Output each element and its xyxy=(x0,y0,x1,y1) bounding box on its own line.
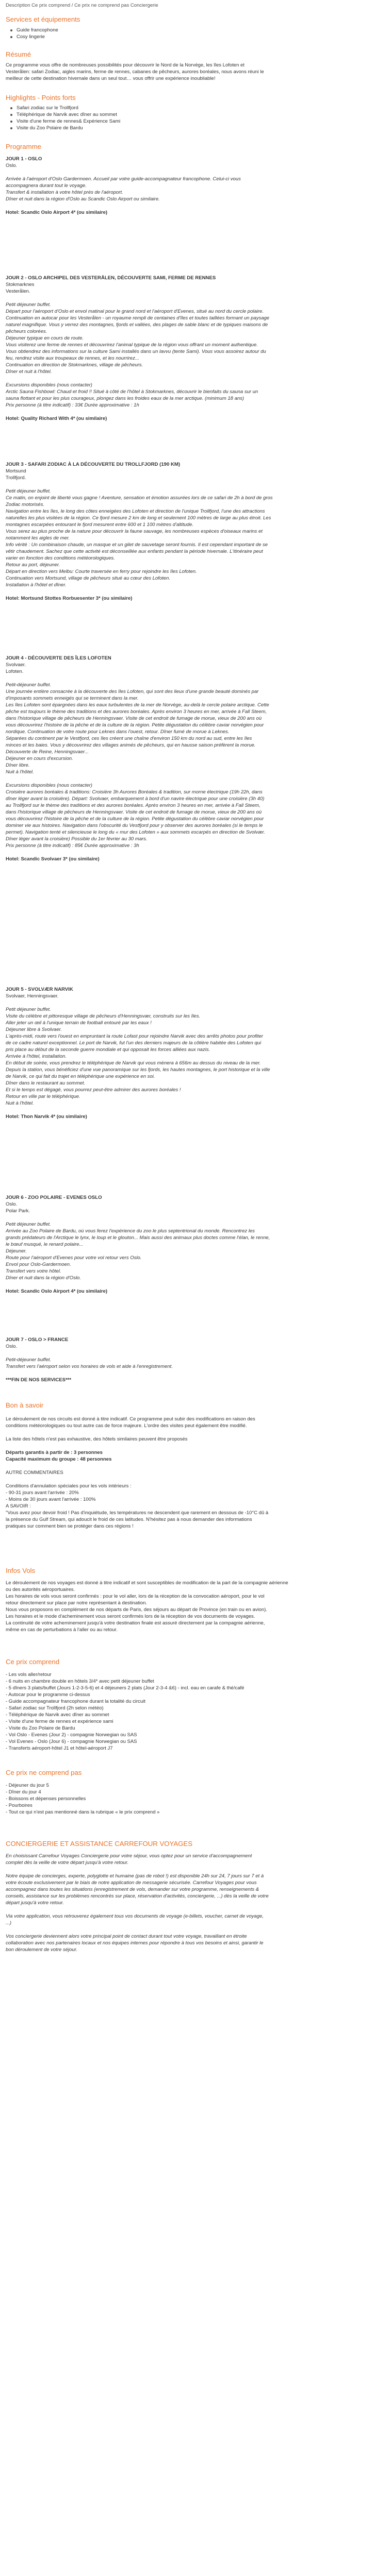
day-5-line: Et si le temps est dégagé, vous pourrez peut-être admirer des aurores boréales ! xyxy=(6,1087,181,1093)
day-4-line: vous découvrirez l'histoire de la pêche et de la culture de la région. Petite dégustation du célèbre caviar norvégien pour xyxy=(6,722,264,728)
resume-line: Ce programme vous offre de nombreuses possibilités pour découvrir le Nord de la Norvège, les îles Lofoten et xyxy=(6,62,245,68)
savoir-line: Conditions d'annulation spéciales pour les vols intérieurs : xyxy=(6,1483,132,1489)
day-title: JOUR 4 - DÉCOUVERTE DES ÎLES LOFOTEN xyxy=(6,655,111,661)
day-5-line: Arrivée à l'hôtel, installation. xyxy=(6,1054,67,1059)
highlight-item: Téléphérique de Narvik avec dîner au sommet xyxy=(17,112,117,117)
day-3-line: Petit déjeuner buffet. xyxy=(6,488,51,494)
day-title: JOUR 6 - ZOO POLAIRE - EVENES OSLO xyxy=(6,1195,102,1200)
conciergerie-line: votre écoute exclusivement par le biais de notre application de messagerie sécurisée. Carrefour Voyages pour vous xyxy=(6,1880,257,1886)
day-5-line: de Narvik, ce qui fait du trajet en téléphérique une expérience en soi. xyxy=(6,1074,155,1079)
day-5-line: de ce cadre naturel exceptionnel. Le port de Narvik, fut l'un des derniers majeurs de la côtière habitée des Lofoten qui xyxy=(6,1040,262,1046)
day-2-line: Continuation en direction de Stokmarknes, village de pêcheurs. xyxy=(6,362,143,368)
day-1-line: Transfert & installation à votre hôtel près de l'aéroport. xyxy=(6,190,123,195)
day-4-line: dîner léger avant la croisière). Départ: Svolvaer, embarquement à bord d'un navire électrique pour une croisière (3h 40) xyxy=(6,796,265,802)
prix-comprend-line: - Téléphérique de Narvik avec dîner au sommet xyxy=(6,1712,109,1718)
day-2-line: Hotel: Quality Richard With 4* (ou similaire) xyxy=(6,416,107,421)
day-4-line: minces et les baies. Vous y découvrirez des villages animés de pêcheurs, qui en hausse saison préfèrent la morue. xyxy=(6,742,256,748)
service-item: Cosy lingerie xyxy=(17,34,45,40)
savoir-line: AUTRE COMMENTAIRES xyxy=(6,1470,63,1476)
day-6-line: Polar Park. xyxy=(6,1208,30,1214)
conciergerie-line: accompagnez dans toutes les situations (enregistrement de vols, demander sur votre programme, renseignements & xyxy=(6,1887,259,1892)
day-1-line: Hotel: Scandic Oslo Airport 4* (ou similaire) xyxy=(6,210,108,215)
highlight-item: Visite d'une ferme de rennes& Expérience Sami xyxy=(17,118,121,124)
conciergerie-line: départ jusqu'à votre retour. xyxy=(6,1900,64,1906)
day-5-line: Déjeuner libre à Svolvaer. xyxy=(6,1027,62,1032)
day-3-line: Continuation vers Mortsund, village de pêcheurs situé au cœur des Lofoten. xyxy=(6,575,170,581)
infos-vols-line: même en cas de perturbations à l'aller ou au retour. xyxy=(6,1627,118,1633)
day-5-line: Svolvaer, Henningsvaer. xyxy=(6,993,59,999)
day-6-line: Oslo. xyxy=(6,1201,18,1207)
infos-vols-line: retour directement sur place par notre représentant à destination. xyxy=(6,1600,148,1606)
day-5-line: Petit déjeuner buffet. xyxy=(6,1007,51,1012)
conciergerie-line: complet dès la veille de votre départ jusqu'à votre retour. xyxy=(6,1860,129,1866)
day-2-line: feu, rendrez visite aux troupeaux de rennes, et les nourrirez... xyxy=(6,355,139,361)
day-6-line: Petit déjeuner buffet. xyxy=(6,1222,51,1227)
day-4-line: Une journée entière consacrée à la découverte des îles Lofoten, qui sont des lieux d'une grande beauté dominés par xyxy=(6,689,259,694)
day-2-line: Déjeuner typique en cours de route. xyxy=(6,335,84,341)
day-title: JOUR 3 - SAFARI ZODIAC À LA DÉCOUVERTE DU TROLLFJORD (190 KM) xyxy=(6,462,181,467)
savoir-line: - Moins de 30 jours avant l'arrivée : 100% xyxy=(6,1497,96,1502)
resume-line: meilleur de cette destination hivernale dans un seul tout… vous offrir une expérience inoubliable! xyxy=(6,76,216,81)
day-3-line: Trollfjord. xyxy=(6,475,26,481)
conciergerie-line: bon déroulement de votre séjour. xyxy=(6,1947,78,1953)
day-3-line: vêtir chaudement. Sachez que cette activité est déconseillée aux enfants pendant la période hivernale. L'itinéraire peut xyxy=(6,549,263,554)
day-3-line: Vous serez au plus proche de la nature pour découvrir la faune sauvage, les nombreuses espèces d'oiseaux marins et xyxy=(6,529,263,534)
day-6-line: Hotel: Scandic Oslo Airport 4* (ou similaire) xyxy=(6,1289,108,1294)
prix-comprend-line: - Visite d'une ferme de rennes et expérience sami xyxy=(6,1719,113,1724)
day-3-line: montagnes escarpées entourant le fjord mesurent entre 600 et 1 100 mètres d'altitude. xyxy=(6,522,194,528)
day-4-line: dans l'historique village de pêcheurs de Henningsvaer. Visite de cet endroit de fumage de morue, vieux de 200 ans où xyxy=(6,809,262,815)
day-3-line: naturelles les plus visitées de la région. Ce fjord mesure 2 km de long et seulement 100 mètres de large au plus étroit. Les xyxy=(6,515,271,521)
savoir-line: conditions météorologiques ou tout autre cas de force majeure. L'ordre des visites peut également être modifié. xyxy=(6,1423,247,1429)
day-4-line: Svolvaer. xyxy=(6,662,26,668)
savoir-line: Départs garantis à partir de : 3 personnes xyxy=(6,1450,103,1455)
services-heading: Services et équipements xyxy=(6,15,80,23)
day-4-line: permet). Navigation tenté et silencieuse le long du « mur des Lofoten » aux sommets escarpés en direction de Svolvær. xyxy=(6,829,265,835)
prix-comprend-line: - 6 nuits en chambre double en hôtels 3/4* avec petit déjeuner buffet xyxy=(6,1679,154,1684)
day-1-line: Arrivée à l'aéroport d'Oslo Gardermoen. Accueil par votre guide-accompagnateur francophone. Celui-ci vous xyxy=(6,176,241,182)
day-4-line: nordique. Continuation de votre route pour Leknes dans l'ouest, retour. Dîner fumé de morue à Leknes. xyxy=(6,729,230,735)
service-item: Guide francophone xyxy=(17,27,58,33)
infos-vols-line: Les horaires de vols vous seront confirmés : pour le vol aller, lors de la réception de la convocation aéroport, pour le vol xyxy=(6,1594,265,1599)
breadcrumb[interactable]: Description Ce prix comprend / Ce prix ne comprend pas Conciergerie xyxy=(6,3,158,8)
day-4-line: dans l'historique village de pêcheurs de Henningsvaer. Visite de cet endroit de fumage de morue, vieux de 200 ans où xyxy=(6,716,262,721)
savoir-line: pratiques sur comment bien se protéger dans ces régions ! xyxy=(6,1523,134,1529)
day-5-line: Dîner dans le restaurant au sommet. xyxy=(6,1080,86,1086)
bullet-icon xyxy=(10,121,12,123)
prix-comprend-line: - Vol Oslo - Evenes (Jour 2) - compagnie Norwegian ou SAS xyxy=(6,1732,137,1738)
prix-ne-comprend-line: - Boissons et dépenses personnelles xyxy=(6,1796,86,1802)
conciergerie-line: Via votre application, vous retrouverez également tous vos documents de voyage (e-billets, voucher, carnet de voyage, xyxy=(6,1913,264,1919)
day-2-line: Départ pour l'aéroport d'Oslo et envol matinal pour le grand nord et l'aéroport d'Evenes, situé au nord du cercle polaire. xyxy=(6,309,264,314)
conciergerie-line: conseils, assistance sur les problèmes rencontrés sur place, réservation d'activités, conciergerie, ...) dès la veille de votre xyxy=(6,1893,269,1899)
day-5-line: Hotel: Thon Narvik 4* (ou similaire) xyxy=(6,1114,87,1120)
savoir-line: La liste des hôtels n'est pas exhaustive, des hôtels similaires peuvent être proposés xyxy=(6,1436,188,1442)
day-3-line: Zodiac motorisés. xyxy=(6,502,44,507)
day-4-line: Séparées du continent par le Vestfjord, ces îles créent une chaîne d'environ 150 km du nord au sud, entre les îles xyxy=(6,736,252,741)
savoir-line: - 90-31 jours avant l'arrivée : 20% xyxy=(6,1490,79,1496)
day-title: JOUR 7 - OSLO > FRANCE xyxy=(6,1337,69,1343)
day-4-line: Croisière aurores boréales & traditions: Croisière 3h Aurores Boréales & tradition, sur morne électrique (19h 22h, dans xyxy=(6,789,263,795)
day-4-line: pêche est toujours le thème des traditions et des aurores boréales. Après environ 3 heures en mer, arrivée à Fall Steem, xyxy=(6,709,267,715)
day-4-line: au Trollfjord sur le thème des traditions et des aurores boréales. Après environ 3 heures en mer, arrivée à Fall Steem, xyxy=(6,803,260,808)
day-4-line: Dîner libre. xyxy=(6,762,30,768)
infos-vols-line: Nous vous proposons en complément de nos départs de Paris, des séjours au départ de Province (en train ou en avion). xyxy=(6,1607,267,1613)
day-4-line: Petit-déjeuner buffet. xyxy=(6,682,52,688)
day-1-line: accompagnera durant tout le voyage. xyxy=(6,183,87,189)
prix-comprend-line: - Visite du Zoo Polaire de Bardu xyxy=(6,1725,75,1731)
savoir-line: la présence du Gulf Stream, qui adoucit le froid de ces latitudes. N'hésitez pas à nous demander des informations xyxy=(6,1517,252,1522)
day-3-line: varier en fonction des conditions météorologiques. xyxy=(6,555,115,561)
prix-comprend-line: - Guide accompagnateur francophone durant la totalité du circuit xyxy=(6,1699,145,1704)
bullet-icon xyxy=(10,107,12,109)
bullet-icon xyxy=(10,127,12,129)
savoir-line: Capacité maximum du groupe : 48 personnes xyxy=(6,1456,112,1462)
prix-comprend-line: - Safari zodiac sur Trollfjord (2h selon météo) xyxy=(6,1705,104,1711)
day-2-line: Petit déjeuner buffet. xyxy=(6,302,51,308)
conciergerie-heading: CONCIERGERIE ET ASSISTANCE CARREFOUR VOYAGES xyxy=(6,1840,192,1848)
day-6-line: Déjeuner. xyxy=(6,1248,27,1254)
day-6-line: grands prédateurs de l'Arctique le lynx, le loup et le glouton... Mais aussi des animaux plus doctes comme l'élan, le renne, xyxy=(6,1235,270,1241)
day-3-line: Hotel: Mortsund Stottes Rorbuesenter 3* (ou similaire) xyxy=(6,596,133,601)
highlights-heading: Highlights - Points forts xyxy=(6,94,76,101)
conciergerie-line: En choisissant Carrefour Voyages Conciergerie pour votre séjour, vous optez pour un service d'accompagnement xyxy=(6,1853,252,1859)
day-5-line: En début de soirée, vous prendrez le téléphérique de Narvik qui vous mènera à 656m au dessus du niveau de la mer. xyxy=(6,1060,261,1066)
day-1-line: Dîner et nuit dans la région d'Oslo au Scandic Oslo Airport ou similaire. xyxy=(6,196,160,202)
day-2-line: pêcheurs colorées. xyxy=(6,329,47,334)
day-3-line: notamment les aigles de mer. xyxy=(6,535,70,541)
prix-ne-comprend-line: - Dîner du jour 4 xyxy=(6,1789,41,1795)
day-title: JOUR 1 - OSLO xyxy=(6,156,42,162)
day-5-line: Aller jeter un œil à l'unique terrain de football entouré par les eaux ! xyxy=(6,1020,152,1026)
conciergerie-line: collaboration avec nos partenaires locaux et nos équipes internes pour répondre à tous vos besoins et ainsi, garantir le xyxy=(6,1940,264,1946)
day-2-line: Vesterålen. xyxy=(6,289,30,294)
day-7-line: Petit-déjeuner buffet. xyxy=(6,1357,52,1363)
day-7-line: Oslo. xyxy=(6,1344,18,1349)
infos-vols-line: La continuité de votre acheminement jusqu'à votre destination finale est assuré directement par la compagnie aérienne, xyxy=(6,1620,265,1626)
day-6-line: Envol pour Oslo-Gardermoen. xyxy=(6,1262,71,1267)
prix-comprend-line: - Transferts aéroport-hôtel J1 et hôtel-aéroport J7 xyxy=(6,1745,113,1751)
day-4-line: Dîner léger avant la croisière) Possible du 1er février au 30 mars. xyxy=(6,836,148,842)
day-5-line: L'après-midi, route vers l'ouest en empruntant la route Lofast pour rejoindre Narvik avec des arrêts photos pour profiter xyxy=(6,1033,263,1039)
infos-vols-line: Le déroulement de nos voyages est donné à titre indicatif et sont susceptibles de modification de la part de la compagnie aérienne xyxy=(6,1580,288,1586)
savoir-line: "Vous avez pour devoir froid ! Pas d'inquiétude, les températures ne descendent que rarement en dessous de -10°C dû à xyxy=(6,1510,269,1516)
day-6-line: Route pour l'aéroport d'Evenes pour votre vol retour vers Oslo. xyxy=(6,1255,142,1261)
day-7-line: ***FIN DE NOS SERVICES*** xyxy=(6,1377,72,1383)
programme-heading: Programme xyxy=(6,143,41,150)
day-2-line: Arctic Sauna Fishbowl: Chaud et froid !! Situé à côté de l'hôtel à Stokmarknes, découvrir le bienfaits du sauna sur un xyxy=(6,389,258,395)
infos-vols-line: Les horaires et le mode d'acheminement vous seront confirmés lors de la réception de vos documents de voyages. xyxy=(6,1614,255,1619)
prix-ne-comprend-line: - Tout ce qui n'est pas mentionné dans la rubrique « le prix comprend » xyxy=(6,1809,160,1815)
infos-vols-line: ou des autorités aéroportuaires. xyxy=(6,1587,75,1592)
day-4-line: vous découvrirez l'histoire de la pêche et de la culture de la région. Petite dégustation du célèbre caviar norvégien pour xyxy=(6,816,264,822)
day-3-line: Départ en direction vers Melbu: Courte traversée en ferry pour rejoindre les îles Lofoten. xyxy=(6,569,197,574)
day-3-line: Info vérité : Un combinaison chaude, un masque et un gilet de sauvetage seront fournis. Il est cependant important de se xyxy=(6,542,268,548)
day-2-line: naturel magnifique. Vous y verrez des montagnes, fjords et vallées, des plages de sable blanc et de typiques maisons de xyxy=(6,322,268,328)
day-4-line: Hotel: Scandic Svolvaer 3* (ou similaire) xyxy=(6,856,100,862)
day-2-line: sauna flottant et pour les plus courageux, plongez dans les froides eaux de la mer arctique. (minimum 18 ans) xyxy=(6,396,245,401)
day-4-line: Lofoten. xyxy=(6,669,24,674)
day-5-line: Nuit à l'hôtel. xyxy=(6,1100,34,1106)
bullet-icon xyxy=(10,114,12,116)
day-4-line: Nuit à l'hôtel. xyxy=(6,769,34,775)
prix-comprend-line: - Vol Evenes - Oslo (Jour 6) - compagnie Norwegian ou SAS xyxy=(6,1739,137,1744)
prix-ne-comprend-line: - Déjeuner du jour 5 xyxy=(6,1783,49,1788)
infos-vols-heading: Infos Vols xyxy=(6,1567,36,1574)
day-4-line: Prix personne (à titre indicatif) : 85€ Durée approximative : 3h xyxy=(6,843,139,849)
day-4-line: Découverte de Reine, Henningsvaer... xyxy=(6,749,89,755)
day-6-line: Transfert vers votre hôtel. xyxy=(6,1268,61,1274)
day-3-line: Retour au port, déjeuner. xyxy=(6,562,60,568)
day-2-line: Continuation en autocar pour les Vesterålen - un royaume rempli de centaines d'îles et toutes taillées formant un paysage xyxy=(6,315,270,321)
day-2-line: Stokmarknes xyxy=(6,282,35,287)
day-3-line: Navigation entre les îles, le long des côtes enneigées des Lofoten et direction de l'unique Trollfjord, l'une des attractions xyxy=(6,509,265,514)
day-2-line: Excursions disponibles (nous contacter) xyxy=(6,382,92,388)
day-5-line: Visite du célèbre et pittoresque village de pêcheurs d'Henningsvær, construits sur les îles. xyxy=(6,1013,201,1019)
day-1-line: Oslo. xyxy=(6,163,18,168)
day-6-line: Dîner et nuit dans la région d'Oslo. xyxy=(6,1275,81,1281)
bullet-icon xyxy=(10,29,12,31)
savoir-line: Le déroulement de nos circuits est donné à titre indicatif. Ce programme peut subir des modifications en raison des xyxy=(6,1416,255,1422)
conciergerie-line: Vos conciergerie deviennent alors votre principal point de contact durant tout votre voyage, travaillant en étroite xyxy=(6,1934,247,1939)
day-title: JOUR 5 - SVOLVÆR NARVIK xyxy=(6,987,73,992)
day-6-line: le bœuf musqué, le renard polaire... xyxy=(6,1242,84,1247)
prix-comprend-line: - Autocar pour le programme ci-dessus xyxy=(6,1692,90,1698)
day-4-line: dominer vie aux histoires. Navigation dans l'obscurité du Vestfjord pour y observer des aurores boréales (si le temps le xyxy=(6,823,263,828)
day-5-line: Depuis la station, vous bénéficiez d'une vue panoramique sur les fjords, les hautes montagnes, le port historique et la ville xyxy=(6,1067,270,1073)
day-4-line: Excursions disponibles (nous contacter) xyxy=(6,783,92,788)
highlight-item: Visite du Zoo Polaire de Bardu xyxy=(17,125,83,131)
day-4-line: Les îles Lofoten sont épargnées dans les eaux turbulentes de la mer de Norvège, au-delà le cercle polaire arctique. Cette xyxy=(6,702,269,708)
prix-comprend-heading: Ce prix comprend xyxy=(6,1658,60,1666)
savoir-line: A SAVOIR : xyxy=(6,1503,31,1509)
prix-ne-comprend-heading: Ce prix ne comprend pas xyxy=(6,1769,82,1776)
resume-line: Vesterålen: safari Zodiac, aigles marins, ferme de rennes, cabanes de pêcheurs, aurores boréales, nous avons réuni le xyxy=(6,69,264,75)
day-4-line: d'imposants sommets enneigés qui se terminent dans la mer. xyxy=(6,696,139,701)
day-2-line: Prix personne (à titre indicatif) : 33€ Durée approximative : 1h xyxy=(6,402,139,408)
bon-a-savoir-heading: Bon à savoir xyxy=(6,1401,44,1409)
prix-comprend-line: - Les vols aller/retour xyxy=(6,1672,52,1677)
highlight-item: Safari zodiac sur le Trollfjord xyxy=(17,105,78,111)
day-2-line: Vous visiterez une ferme de rennes et découvrirez l'animal typique de la région vous offrant un moment authentique. xyxy=(6,342,258,348)
prix-ne-comprend-line: - Pourboires xyxy=(6,1803,32,1808)
day-3-line: Mortsund xyxy=(6,468,26,474)
day-5-line: Retour en ville par le téléphérique. xyxy=(6,1094,80,1099)
day-5-line: pris place au début de la seconde guerre mondiale et qui opposait les forces alliées aux nazis. xyxy=(6,1047,210,1053)
day-title: JOUR 2 - OSLO ARCHIPEL DES VESTERÅLEN, DÉCOUVERTE SAMI, FERME DE RENNES xyxy=(6,275,216,281)
day-2-line: Vous obtiendrez des informations sur la culture Sami installés dans un lavvu (tente Sami). Vous vous assoirez autour du xyxy=(6,349,266,354)
day-2-line: Dîner et nuit à l'hôtel. xyxy=(6,369,52,375)
conciergerie-line: ...) xyxy=(6,1920,12,1926)
day-7-line: Transfert vers l'aéroport selon vos horaires de vols et aide à l'enregistrement. xyxy=(6,1364,173,1369)
conciergerie-line: Notre équipe de concierges, experte, polyglotte et humaine (pas de robot !) est disponible 24h sur 24, 7 jours sur 7 et à xyxy=(6,1873,264,1879)
resume-heading: Résumé xyxy=(6,50,31,58)
day-3-line: Installation à l'hôtel et dîner. xyxy=(6,582,67,588)
day-6-line: Arrivée au Zoo Polaire de Bardu, où vous ferez l'expérience du zoo le plus septentrional du monde. Rencontrez les xyxy=(6,1228,255,1234)
prix-comprend-line: - 5 dîners 3 plats/buffet (Jours 1-2-3-5-6) et 4 déjeuners 2 plats (Jour 2-3-4 &6) - incl. eau en carafe & thé/café xyxy=(6,1685,245,1691)
bullet-icon xyxy=(10,36,12,38)
day-4-line: Déjeuner en cours d'excursion. xyxy=(6,756,73,761)
day-3-line: Ce matin, on enjoint de liberté vous gagne ! Aventure, sensation et émotion assurées lors de ce safari de 2h à bord de gros xyxy=(6,495,273,501)
